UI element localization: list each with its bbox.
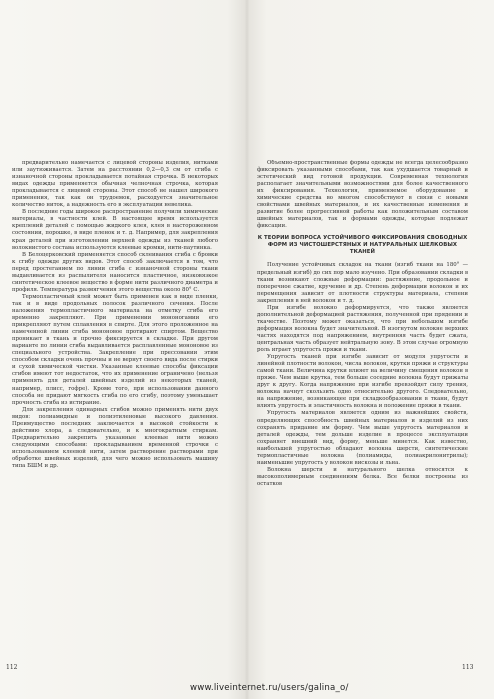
watermark-url: www.liveinternet.ru/users/galina_o/ — [190, 683, 349, 693]
right-page-text — [257, 160, 468, 668]
left-page-number: 112 — [6, 664, 18, 671]
right-intro-paragraph: Объемно-пространственные формы одежды не всегда целесообразно фиксировать указанными способами, так как ухудшается товарный и эстетический вид готовой продукции. Современная технология располагает значительными возможностями для более качественного их фиксирования. Технология, применяемое оборудование и химические средства во многом способствуют в связи с новыми свойствами швейных материалов, и их качественные изменения и развитие более прогрессивной работы как положительным составом швейных материалов, так и формами одежды, которые подлежат фиксации. — [257, 160, 468, 230]
right-paragraph-1: Получение устойчивых складок на ткани (изгиб ткани на 180° — предельный изгиб) до сих пор мало изучено. При образовании складки в ткани возникают сложные деформации: растяжение, продольное и поперечное сжатие, кручение и др. Степень деформации волокон и их перемещения зависит от плотности структуры материала, степени закрепления в ней волокон и т. д. — [257, 262, 468, 304]
right-paragraph-5: Волокна шерсти и натурального шелка относятся к высокополимерным соединениям белка. Все белки построены из остатков — [257, 466, 468, 487]
left-paragraph-5: Для закрепления одинарных сгибов можно применять нити двух видов: полиамидные и полиэтиленовые высокого давления. Преимущество последних заключается в высокой стойкости к действию хлора, а следовательно, и к многократным стиркам. Предварительно закрепить указанные клеевые нити можно следующими способами: прокладыванием временной строчки с использованием клеевой нити, затем растворение растворами при обработке швейных изделий, для чего можно использовать машину типа БШМ и др. — [12, 406, 218, 470]
right-paragraph-4: Упругость материалов является одним из важнейших свойств, определяющих способность швейных материалов и изделий из них сохранять придание им форму. Чем выше упругость материалов и деталей одежды, тем дольше изделие в процессе эксплуатации сохраняет внешний вид, форму, меньше минется. Как известно, наибольшей упругостью обладают волокна шерсти, синтетические термопластичные волокна (полиамиды, полиакрилонитрилы); наименьшие упругость у волокон вискозы и льна. — [257, 410, 468, 466]
left-paragraph-2: В последние годы широкое распространение получили химические материалы, в частности клей. В настоящее время используется креплений деталей с помощью жидкого клея, клея в настороженном состоянии, порошке, в виде пленок и т. д. Например, для закрепления края деталей при изготовлении верхней одежды из тканей любого волокнистого состава используются клеевые кромки, нити-паутинка. — [12, 209, 218, 251]
right-paragraph-2: При изгибе волокно деформируется, что также является дополнительной деформацией растяжения, полученной при прядении и ткачестве. Поэтому может оказаться, что при небольшом изгибе деформация волокна будет значительной. В изогнутом волокне верхних частях находятся под напряжением, внутренняя часть будет сжата, центральная часть образует нейтральную зону. В этом случае огромную роль играет упругость пряжи и ткани. — [257, 304, 468, 354]
left-paragraph-3: В Белоцерковский применяется способ склеивания сгиба с бровки к сгибу одежде других видов. Этот способ заключается в том, что перед простеганием по линии сгиба с изнаночной стороны ткани выдавливается из распылителя наносится пластичное, низковязкое синтетическое клеевое вещество в форме нити различного диаметра и профиля. Температура размягчения этого вещества около 80° С. — [12, 251, 218, 293]
left-paragraph-1: предварительно намечается с лицевой стороны изделия, нитками или заутюживается. Затем на расстоянии 0,2—0,3 см от сгиба с изнаночной стороны прокладывается потайная строчка. В некоторых видах одежды применяется обычная челночная строчка, которая прокладывается с лицевой стороны. Этот способ не нашел широкого применения, так как он трудоемок, расходуется значительное количество ниток, а надежность его в эксплуатации невелика. — [12, 160, 218, 209]
section-heading: К ТЕОРИИ ВОПРОСА УСТОЙЧИВОГО ФИКСИРОВАНИЯ СВОБОДНЫХ ФОРМ ИЗ ЧИСТОШЕРСТЯНЫХ И НАТУРАЛЬНЫХ ШЕЛКОВЫХ ТКАНЕЙ — [257, 235, 468, 256]
right-paragraph-3: Упругость тканей при изгибе зависит от модуля упругости и линейной плотности волокон, числа волокон, крутки пряжи и структуры самой ткани. Величина крутки влияет на величину смещения волокон в пряже. Чем выше крутка, тем больше соседние волокна будут прижаты друг к другу. Когда напряжение при изгибе превзойдет силу трения, волокна начнут скользить одно относительно другого. Следовательно, на напряжение, возникающее при складкообразовании в ткани, будут влиять упругость и эластичность волокна и положение пряжи в ткани. — [257, 354, 468, 410]
right-page-number: 113 — [462, 664, 474, 671]
left-page-text — [12, 160, 218, 668]
left-paragraph-4: Термопластичный клей может быть применен как в виде пленки, так и в виде продольных полосок различного сечения. После наложения термопластичного материала на отметку сгиба его временно закрепляют. При применении мононогамии его прикрепляют путем сплавления в спирте. Для этого проложенное на намеченной линии сгиба мононовое протирают спиртом. Вещество проникает в ткань и прочно фиксируется в складке. При другом варианте по линии сгиба выдавливается расплавленные мононовое из специального устройства. Закрепление при прессовании этим способом складки очень прочны и не вернут своего вида после стирки и сухой химической чистки. Указанные клеевые способы фиксации сгибов имеют тот недостаток, что их применение ограничено (нельзя применять для деталей швейных изделий из некоторых тканей, например, плисс, гофре). Кроме того, при использовании данного способа не придают мягкость сгиба по его сгибу, поэтому уменьшает прочность сгиба из истирание. — [12, 293, 218, 406]
